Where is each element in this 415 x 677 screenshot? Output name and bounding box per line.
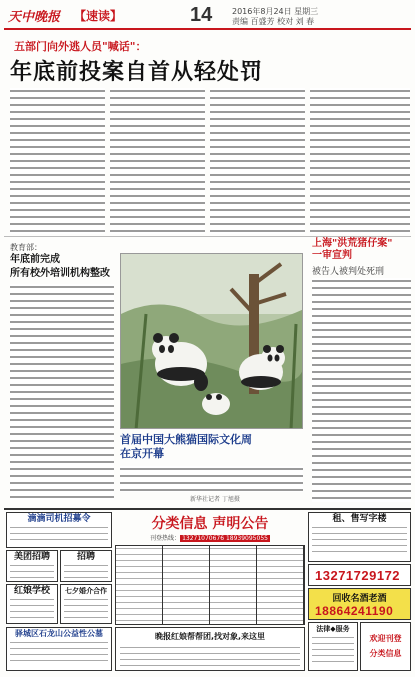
ad-recycle-phone[interactable]	[308, 564, 411, 586]
ad-hire-body	[64, 563, 108, 579]
section-tag: 【速读】	[74, 9, 123, 23]
photo-credit: 新华社记者 丁旭摄	[190, 496, 240, 503]
ad-recycle-liquor[interactable]	[308, 588, 411, 620]
panda-photo-image	[121, 254, 303, 429]
right-story-title-line1: 上海"洪荒猪仔案"	[312, 238, 393, 249]
main-headline: 年底前投案自首从轻处罚	[10, 60, 264, 85]
ad-qixi-title: 七夕婚介合作	[65, 587, 107, 595]
ad-qixi[interactable]	[60, 584, 112, 624]
center-bottom-ad-body	[120, 645, 300, 667]
photo-caption-title-line2: 在京开幕	[120, 447, 164, 460]
side-title-2: 所有校外培训机构整改	[10, 268, 110, 279]
ad-welcome-line2: 分类信息	[369, 649, 402, 658]
ad-didi-title: 滴滴司机招募令	[27, 514, 91, 524]
ad-legal-body	[312, 635, 354, 665]
main-body-col-1	[10, 88, 105, 234]
main-kicker: 五部门向外逃人员"喊话"：	[14, 40, 147, 53]
right-story-title	[312, 238, 412, 262]
page-number: 14	[190, 4, 213, 26]
ad-didi[interactable]	[6, 512, 112, 548]
right-phone-2: 18864241190	[315, 604, 394, 618]
divider	[4, 236, 411, 237]
side-title-1: 年底前完成	[10, 254, 60, 265]
right-story-title-line2: 一审宣判	[312, 250, 352, 261]
main-body-col-3	[210, 88, 305, 234]
ad-legal-title: 法律◆服务	[316, 625, 350, 633]
classified-phones[interactable]: 13271070676 18939095055	[182, 535, 268, 542]
masthead-logo: 天中晚报	[8, 10, 61, 25]
panda-photo	[120, 253, 303, 429]
ad-legal[interactable]	[308, 622, 358, 671]
ad-cemetery-title: 驿城区石龙山公益性公墓	[15, 629, 103, 638]
ad-qixi-body	[64, 597, 108, 619]
ad-cemetery[interactable]	[6, 627, 112, 671]
main-body-col-4	[310, 88, 410, 234]
photo-caption-body	[120, 466, 303, 492]
right-story-body	[312, 278, 411, 502]
ad-meituan-body	[10, 563, 54, 579]
ad-hire[interactable]	[60, 550, 112, 582]
classified-grid	[115, 545, 305, 625]
ad-welcome-line1: 欢迎刊登	[369, 634, 402, 643]
side-body	[10, 284, 114, 500]
classified-title: 分类信息 声明公告	[151, 516, 269, 532]
ad-hire-title: 招聘	[76, 552, 95, 562]
photo-caption-title	[120, 433, 303, 461]
ad-didi-body	[10, 525, 108, 545]
right-phone-1: 13271729172	[315, 568, 401, 583]
right-story-subtitle: 被告人被判处死刑	[312, 267, 385, 277]
ad-office-rent-title: 租、售写字楼	[332, 514, 387, 524]
header-meta	[232, 7, 318, 27]
date-line: 2016年8月24日 星期三	[232, 7, 319, 16]
center-bottom-ad[interactable]	[115, 627, 305, 671]
classified-phone-label: 刊登热线：	[150, 535, 181, 542]
ad-office-rent[interactable]	[308, 512, 411, 562]
page-header	[4, 4, 411, 30]
ad-matchmaker-body	[10, 597, 54, 619]
right-label-2: 回收名酒老酒	[332, 594, 387, 604]
ad-matchmaker-title: 红娘学校	[13, 586, 50, 596]
center-bottom-ad-title: 晚报红娘帮帮团,找对象,来这里	[154, 632, 266, 641]
editor-line: 责编 百盛芳 校对 刘 春	[232, 17, 315, 26]
ad-matchmaker[interactable]	[6, 584, 58, 624]
side-kicker: 教育部：	[10, 243, 42, 252]
classified-phone-line	[115, 533, 305, 542]
main-body-col-2	[110, 88, 205, 234]
ad-meituan-title: 美团招聘	[13, 552, 50, 562]
photo-caption-title-line1: 首届中国大熊猫国际文化周	[120, 433, 252, 446]
ad-meituan[interactable]	[6, 550, 58, 582]
ad-welcome[interactable]	[360, 622, 411, 671]
ad-cemetery-body	[10, 640, 108, 666]
ad-office-rent-body	[312, 525, 407, 557]
